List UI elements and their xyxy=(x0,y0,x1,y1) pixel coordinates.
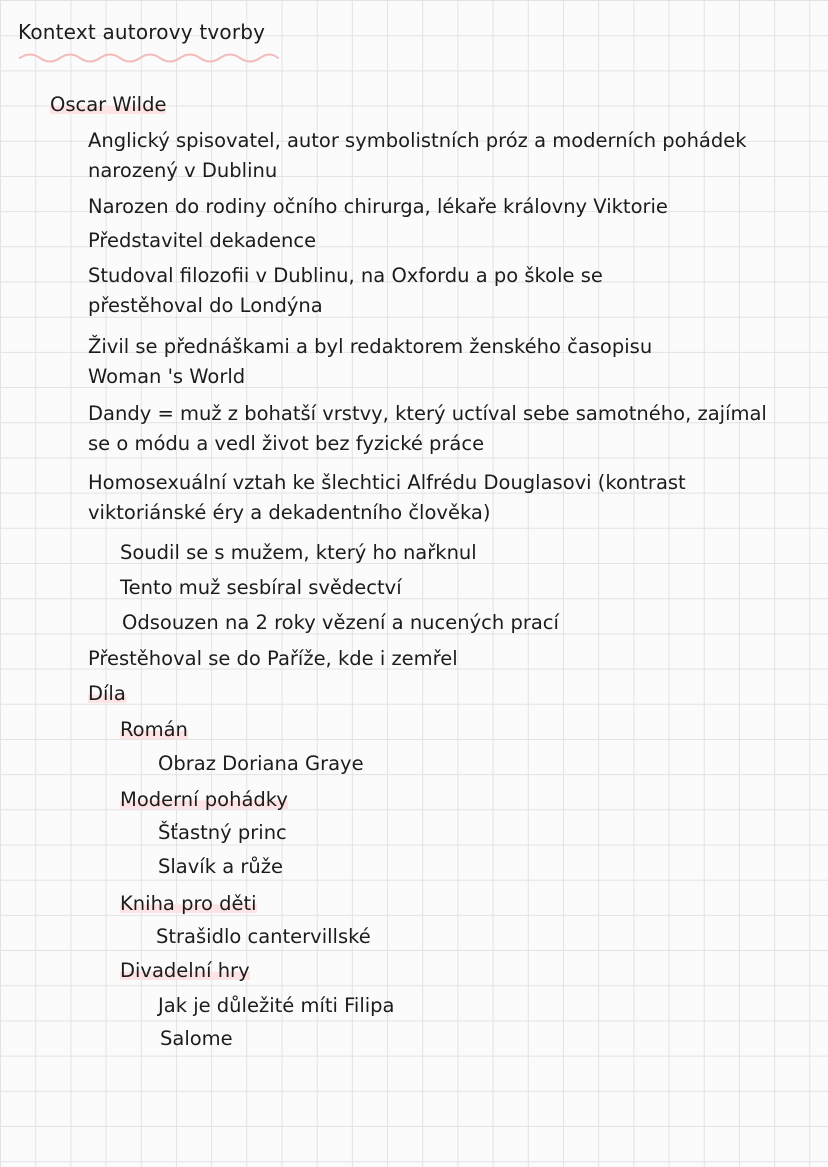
fact-line: Živil se přednáškami a byl redaktorem ženského časopisu xyxy=(88,335,653,358)
category-label-plays: Divadelní hry xyxy=(120,959,250,982)
fact-line: Přestěhoval se do Paříže, kde i zemřel xyxy=(88,647,458,670)
category-label-fairytales: Moderní pohádky xyxy=(120,788,288,811)
fact-line: Homosexuální vztah ke šlechtici Alfrédu Douglasovi (kontrast xyxy=(88,471,686,494)
author-heading xyxy=(50,88,166,121)
fact-line: Woman 's World xyxy=(88,365,246,388)
page-title: Kontext autorovy tvorby xyxy=(18,20,266,44)
fact-line: přestěhoval do Londýna xyxy=(88,294,323,317)
works-category xyxy=(120,783,288,816)
work-title: Slavík a růže xyxy=(158,855,283,878)
category-label-novel: Román xyxy=(120,718,188,741)
trial-item: Tento muž sesbíral svědectví xyxy=(120,576,402,599)
works-label: Díla xyxy=(88,682,126,705)
work-title: Salome xyxy=(160,1027,233,1050)
category-label-children: Kniha pro děti xyxy=(120,892,257,915)
works-heading xyxy=(88,677,126,710)
works-category xyxy=(120,713,188,746)
trial-item: Soudil se s mužem, který ho nařknul xyxy=(120,541,477,564)
fact-line: Anglický spisovatel, autor symbolistních próz a moderních pohádek xyxy=(88,129,747,152)
work-title: Šťastný princ xyxy=(158,821,287,844)
fact-line: Představitel dekadence xyxy=(88,229,317,252)
fact-line: viktoriánské éry a dekadentního člověka) xyxy=(88,501,491,524)
fact-line: narozený v Dublinu xyxy=(88,159,278,182)
fact-line: Dandy = muž z bohatší vrstvy, který uctíval sebe samotného, zajímal xyxy=(88,402,767,425)
work-title: Obraz Doriana Graye xyxy=(158,752,364,775)
title-underline-squiggle xyxy=(18,50,280,64)
works-category xyxy=(120,954,250,987)
author-name: Oscar Wilde xyxy=(50,93,167,116)
fact-line: Studoval filozofii v Dublinu, na Oxfordu a po škole se xyxy=(88,264,603,287)
fact-line: se o módu a vedl život bez fyzické práce xyxy=(88,432,485,455)
work-title: Jak je důležité míti Filipa xyxy=(158,994,395,1017)
works-category xyxy=(120,887,257,920)
fact-line: Narozen do rodiny očního chirurga, lékaře královny Viktorie xyxy=(88,195,668,218)
trial-item: Odsouzen na 2 roky vězení a nucených prací xyxy=(122,611,559,634)
work-title: Strašidlo cantervillské xyxy=(156,925,371,948)
